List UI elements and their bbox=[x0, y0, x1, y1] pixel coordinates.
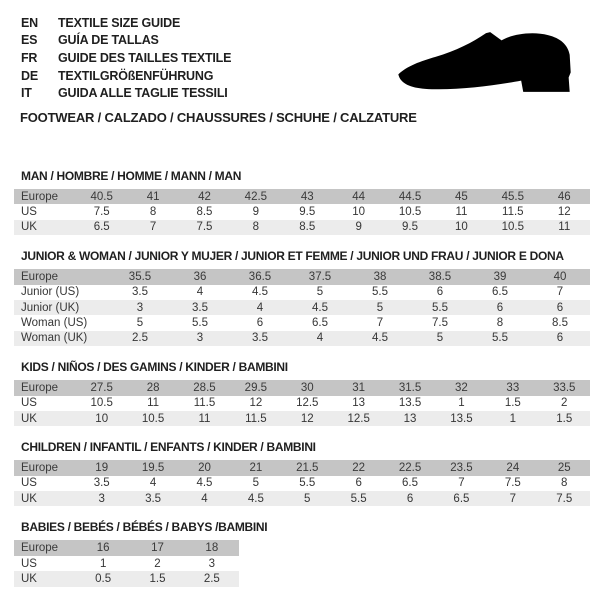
size-cell: 10.5 bbox=[501, 221, 525, 234]
language-label: GUÍA DE TALLAS bbox=[58, 33, 159, 48]
table-row bbox=[14, 189, 590, 204]
size-cell: 4 bbox=[149, 477, 157, 490]
row-label: Europe bbox=[21, 542, 59, 555]
size-cell: 42.5 bbox=[244, 190, 268, 203]
size-cell: 5.5 bbox=[432, 301, 448, 314]
language-label: GUIDE DES TAILLES TEXTILE bbox=[58, 50, 232, 65]
table-row bbox=[14, 204, 590, 219]
size-cell: 44 bbox=[352, 190, 366, 203]
size-cell: 8 bbox=[561, 477, 568, 490]
dress-shoe-icon bbox=[396, 30, 572, 94]
size-cell: 11.5 bbox=[502, 206, 524, 219]
table-row bbox=[14, 571, 239, 586]
size-cell: 5 bbox=[252, 477, 260, 490]
language-code: IT bbox=[21, 86, 32, 101]
row-label: US bbox=[21, 206, 37, 219]
size-cell: 35.5 bbox=[128, 270, 152, 283]
table-row bbox=[14, 220, 590, 235]
table-title-man: MAN / HOMBRE / HOMME / MANN / MAN bbox=[21, 169, 242, 183]
size-cell: 4 bbox=[316, 332, 324, 345]
table-title-kids: KIDS / NIÑOS / DES GAMINS / KINDER / BAMBINI bbox=[21, 360, 288, 375]
size-cell: 11.5 bbox=[245, 412, 267, 425]
size-cell: 42 bbox=[198, 190, 211, 203]
size-cell: 7.5 bbox=[504, 477, 521, 490]
size-cell: 8 bbox=[149, 206, 157, 219]
table-row bbox=[14, 300, 590, 315]
language-row-en bbox=[21, 14, 231, 32]
size-cell: 7 bbox=[556, 286, 564, 299]
size-cell: 6.5 bbox=[492, 286, 508, 299]
size-cell: 7.5 bbox=[196, 221, 213, 234]
size-cell: 18 bbox=[205, 542, 219, 555]
size-cell: 25 bbox=[557, 461, 571, 474]
size-cell: 10.5 bbox=[141, 412, 165, 425]
size-cell: 4.5 bbox=[372, 332, 388, 345]
language-code: EN bbox=[21, 15, 38, 30]
size-cell: 39 bbox=[493, 270, 507, 283]
size-cell: 7 bbox=[458, 477, 465, 490]
language-label: GUIDA ALLE TAGLIE TESSILI bbox=[58, 86, 228, 101]
size-cell: 4.5 bbox=[312, 301, 328, 314]
size-cell: 6 bbox=[556, 301, 564, 314]
row-label: Woman (US) bbox=[21, 317, 88, 330]
size-cell: 4 bbox=[256, 301, 264, 314]
size-cell: 23.5 bbox=[450, 461, 473, 474]
size-cell: 11 bbox=[558, 221, 571, 234]
size-cell: 13 bbox=[352, 397, 366, 410]
size-cell: 12 bbox=[249, 397, 263, 410]
size-cell: 13.5 bbox=[398, 397, 422, 410]
size-cell: 30 bbox=[300, 381, 314, 394]
size-cell: 6 bbox=[355, 477, 362, 490]
size-cell: 28 bbox=[146, 381, 160, 394]
size-cell: 11 bbox=[147, 397, 160, 410]
table-block-kids bbox=[14, 360, 590, 426]
size-table-junior-woman bbox=[14, 269, 590, 346]
size-cell: 5.5 bbox=[299, 477, 316, 490]
size-cell: 10 bbox=[95, 412, 109, 425]
size-cell: 12 bbox=[557, 206, 571, 219]
footwear-heading: FOOTWEAR / CALZADO / CHAUSSURES / SCHUHE / CALZATURE bbox=[20, 110, 417, 125]
language-row-es bbox=[21, 32, 231, 50]
size-cell: 13 bbox=[403, 412, 417, 425]
size-cell: 3 bbox=[196, 332, 204, 345]
language-title-list bbox=[21, 14, 231, 102]
size-cell: 10.5 bbox=[90, 397, 113, 410]
size-cell: 8 bbox=[496, 317, 504, 330]
size-cell: 43 bbox=[300, 190, 314, 203]
size-cell: 12 bbox=[300, 412, 314, 425]
table-row bbox=[14, 411, 590, 426]
row-label: US bbox=[21, 557, 37, 570]
table-title-babies: BABIES / BEBÉS / BÉBÉS / BABYS /BAMBINI bbox=[21, 520, 268, 535]
size-cell: 12.5 bbox=[296, 397, 319, 410]
size-cell: 1 bbox=[458, 397, 465, 410]
language-row-it bbox=[21, 84, 231, 102]
size-cell: 6 bbox=[436, 286, 444, 299]
size-cell: 4 bbox=[196, 286, 204, 299]
size-cell: 45 bbox=[455, 190, 468, 203]
size-table-man bbox=[14, 189, 590, 235]
size-cell: 3.5 bbox=[252, 332, 268, 345]
size-cell: 29.5 bbox=[244, 381, 268, 394]
size-cell: 19 bbox=[95, 461, 109, 474]
size-cell: 22 bbox=[352, 461, 366, 474]
row-label: UK bbox=[21, 412, 37, 425]
table-block-junior-woman bbox=[14, 249, 590, 346]
size-table-children bbox=[14, 460, 590, 506]
language-code: DE bbox=[21, 68, 38, 83]
size-cell: 5.5 bbox=[192, 317, 208, 330]
size-cell: 5 bbox=[316, 286, 324, 299]
table-row bbox=[14, 331, 590, 346]
size-cell: 9.5 bbox=[299, 206, 316, 219]
size-cell: 31.5 bbox=[398, 381, 422, 394]
size-cell: 2 bbox=[561, 397, 568, 410]
size-cell: 22.5 bbox=[398, 461, 422, 474]
size-cell: 3 bbox=[98, 492, 105, 505]
size-cell: 21.5 bbox=[296, 461, 319, 474]
size-cell: 19.5 bbox=[141, 461, 165, 474]
table-row bbox=[14, 380, 590, 395]
table-title-junior-woman: JUNIOR & WOMAN / JUNIOR Y MUJER / JUNIOR ET FEMME / JUNIOR UND FRAU / JUNIOR E DONA bbox=[21, 249, 564, 264]
size-cell: 45.5 bbox=[501, 190, 525, 203]
table-row bbox=[14, 491, 590, 506]
size-cell: 37.5 bbox=[308, 270, 332, 283]
size-cell: 17 bbox=[151, 542, 164, 555]
size-cell: 20 bbox=[198, 461, 211, 474]
table-row bbox=[14, 556, 239, 571]
size-cell: 11 bbox=[455, 206, 468, 219]
size-cell: 16 bbox=[96, 542, 110, 555]
size-cell: 6.5 bbox=[312, 317, 328, 330]
size-cell: 38.5 bbox=[428, 270, 452, 283]
language-row-fr bbox=[21, 49, 231, 67]
size-cell: 36 bbox=[193, 270, 207, 283]
row-label: Junior (US) bbox=[21, 286, 80, 299]
size-cell: 44.5 bbox=[398, 190, 422, 203]
size-cell: 10 bbox=[352, 206, 366, 219]
row-label: Europe bbox=[21, 190, 59, 203]
table-row bbox=[14, 269, 590, 284]
row-label: UK bbox=[21, 492, 37, 505]
table-row bbox=[14, 540, 239, 555]
size-cell: 6 bbox=[496, 301, 504, 314]
size-cell: 3.5 bbox=[145, 492, 162, 505]
size-cell: 4.5 bbox=[247, 492, 264, 505]
size-cell: 21 bbox=[249, 461, 263, 474]
table-block-babies bbox=[14, 520, 590, 586]
size-cell: 4.5 bbox=[252, 286, 268, 299]
size-cell: 46 bbox=[557, 190, 571, 203]
size-cell: 8.5 bbox=[299, 221, 316, 234]
size-cell: 7.5 bbox=[93, 206, 110, 219]
size-cell: 6.5 bbox=[402, 477, 419, 490]
language-code: FR bbox=[21, 50, 38, 65]
size-cell: 2.5 bbox=[132, 332, 148, 345]
size-cell: 7 bbox=[376, 317, 384, 330]
size-cell: 5.5 bbox=[350, 492, 367, 505]
size-cell: 5 bbox=[376, 301, 384, 314]
table-row bbox=[14, 460, 590, 475]
table-title-children: CHILDREN / INFANTIL / ENFANTS / KINDER / BAMBINI bbox=[21, 440, 316, 455]
size-table-babies bbox=[14, 540, 239, 586]
language-label: TEXTILE SIZE GUIDE bbox=[58, 15, 181, 30]
row-label: Junior (UK) bbox=[21, 301, 80, 314]
table-block-children bbox=[14, 440, 590, 506]
row-label: Europe bbox=[21, 461, 59, 474]
size-cell: 38 bbox=[373, 270, 387, 283]
size-cell: 3 bbox=[208, 557, 216, 570]
size-cell: 2.5 bbox=[203, 572, 220, 585]
size-cell: 7 bbox=[509, 492, 517, 505]
size-cell: 31 bbox=[352, 381, 366, 394]
size-cell: 3.5 bbox=[132, 286, 148, 299]
size-cell: 9 bbox=[252, 206, 260, 219]
row-label: US bbox=[21, 477, 37, 490]
size-cell: 9 bbox=[355, 221, 362, 234]
size-cell: 33 bbox=[506, 381, 520, 394]
size-cell: 8.5 bbox=[552, 317, 568, 330]
size-cell: 5 bbox=[436, 332, 444, 345]
size-cell: 11.5 bbox=[193, 397, 216, 410]
row-label: Europe bbox=[21, 381, 59, 394]
size-cell: 36.5 bbox=[248, 270, 272, 283]
table-block-man bbox=[14, 169, 590, 235]
language-row-de bbox=[21, 67, 231, 85]
size-cell: 40.5 bbox=[90, 190, 113, 203]
size-cell: 4.5 bbox=[196, 477, 213, 490]
size-cell: 6.5 bbox=[453, 492, 470, 505]
size-cell: 1.5 bbox=[556, 412, 573, 425]
row-label: Woman (UK) bbox=[21, 332, 88, 345]
row-label: US bbox=[21, 397, 37, 410]
size-cell: 8 bbox=[252, 221, 260, 234]
size-cell: 11 bbox=[198, 412, 211, 425]
size-cell: 7.5 bbox=[432, 317, 448, 330]
size-cell: 41 bbox=[146, 190, 160, 203]
size-cell: 5 bbox=[304, 492, 311, 505]
size-cell: 27.5 bbox=[90, 381, 113, 394]
size-table-kids bbox=[14, 380, 590, 426]
size-cell: 10 bbox=[455, 221, 468, 234]
size-cell: 1.5 bbox=[149, 572, 166, 585]
row-label: UK bbox=[21, 221, 37, 234]
table-row bbox=[14, 396, 590, 411]
size-cell: 1 bbox=[509, 412, 517, 425]
size-cell: 13.5 bbox=[450, 412, 473, 425]
size-cell: 2 bbox=[154, 557, 161, 570]
table-row bbox=[14, 315, 590, 330]
size-cell: 8.5 bbox=[196, 206, 213, 219]
size-cell: 3.5 bbox=[93, 477, 110, 490]
row-label: Europe bbox=[21, 270, 59, 283]
size-cell: 12.5 bbox=[347, 412, 370, 425]
size-cell: 4 bbox=[201, 492, 208, 505]
size-cell: 7.5 bbox=[556, 492, 573, 505]
size-cell: 40 bbox=[553, 270, 567, 283]
size-cell: 5.5 bbox=[372, 286, 388, 299]
size-cell: 3.5 bbox=[192, 301, 208, 314]
language-label: TEXTILGRÖßENFÜHRUNG bbox=[58, 68, 214, 83]
table-row bbox=[14, 285, 590, 300]
size-cell: 33.5 bbox=[553, 381, 576, 394]
size-cell: 3 bbox=[136, 301, 144, 314]
size-cell: 24 bbox=[506, 461, 520, 474]
table-row bbox=[14, 476, 590, 491]
size-cell: 9.5 bbox=[402, 221, 419, 234]
size-cell: 10.5 bbox=[398, 206, 422, 219]
size-tables bbox=[14, 169, 590, 587]
size-cell: 1 bbox=[99, 557, 107, 570]
size-cell: 1.5 bbox=[504, 397, 521, 410]
size-cell: 6 bbox=[406, 492, 414, 505]
size-cell: 5.5 bbox=[492, 332, 508, 345]
size-cell: 7 bbox=[149, 221, 157, 234]
size-cell: 6 bbox=[556, 332, 564, 345]
size-cell: 0.5 bbox=[95, 572, 112, 585]
size-cell: 28.5 bbox=[193, 381, 216, 394]
size-cell: 6 bbox=[256, 317, 264, 330]
size-cell: 6.5 bbox=[93, 221, 110, 234]
row-label: UK bbox=[21, 572, 37, 585]
size-cell: 5 bbox=[136, 317, 144, 330]
size-cell: 32 bbox=[455, 381, 468, 394]
language-code: ES bbox=[21, 33, 38, 48]
